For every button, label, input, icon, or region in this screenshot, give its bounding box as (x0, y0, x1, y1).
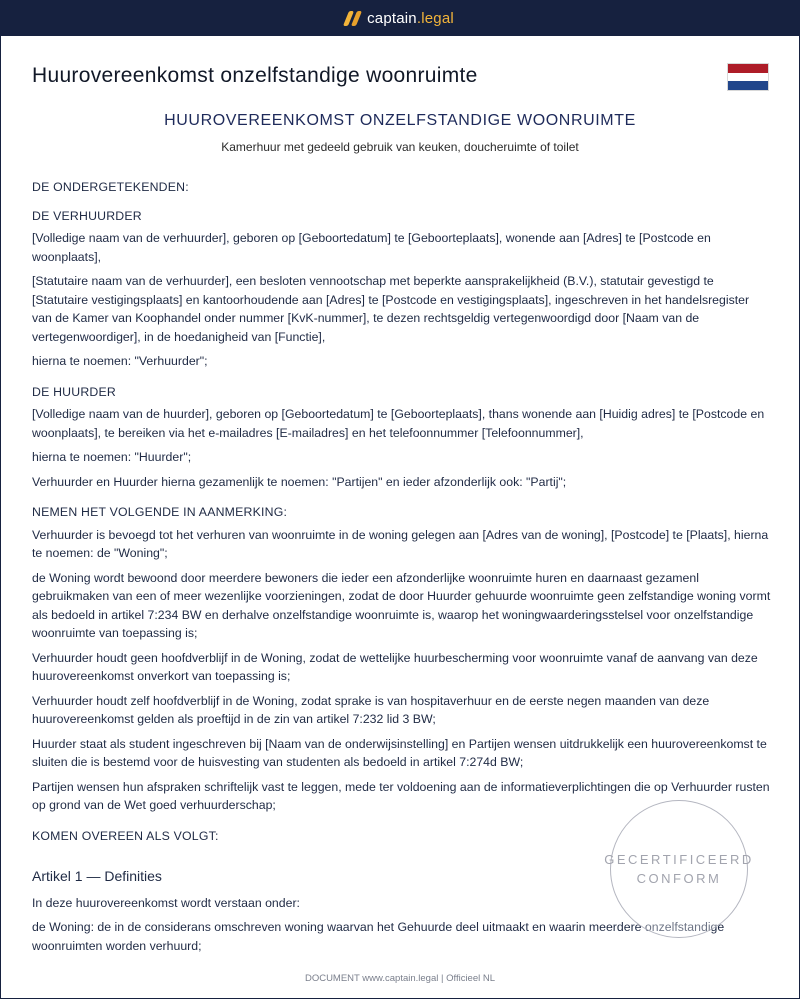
certified-stamp (604, 800, 754, 938)
page-title: Huurovereenkomst onzelfstandige woonruimte (32, 64, 478, 87)
stamp-line-2: CONFORM (636, 871, 722, 886)
document-title: HUUROVEREENKOMST ONZELFSTANDIGE WOONRUIMTE (164, 112, 636, 129)
stamp-line-1: GECERTIFICEERD (604, 852, 754, 867)
tenant-heading: DE HUURDER (32, 384, 116, 399)
landlord-company: [Statutaire naam van de verhuurder], een besloten vennootschap met beperkte aansprakelijkheid (B.V.), statutair gevestigd te [Statutaire vestigingsplaats] en kantoorhoudende aan [Adres] te [Postcode en vestigingsplaats], ingeschreven in het handelsregister van de Kamer van Koophandel onder nummer [KvK-nummer], te dezen rechtsgeldig vertegenwoordigd door [Naam van de vertegenwoordiger], in de hoedanigheid van [Functie], (32, 274, 750, 344)
consideration-item: Verhuurder houdt geen hoofdverblijf in de Woning, zodat de wettelijke huurbescherming voor woonruimte vanaf de aanvang van deze huurovereenkomst onverkort van toepassing is; (32, 650, 758, 683)
considerations-heading: NEMEN HET VOLGENDE IN AANMERKING: (32, 505, 288, 519)
landlord-natural-person: [Volledige naam van de verhuurder], geboren op [Geboortedatum] te [Geboorteplaats], wonende aan [Adres] te [Postcode en woonplaats], (32, 231, 711, 264)
landlord-alias: hierna te noemen: "Verhuurder"; (32, 354, 208, 368)
landlord-heading: DE VERHUURDER (32, 208, 142, 223)
tenant-details: [Volledige naam van de huurder], geboren op [Geboortedatum] te [Geboorteplaats], thans wonende aan [Huidig adres] te [Postcode en woonplaats], te bereiken via het e-mailadres [E-mailadres] en het telefoonnummer [Telefoonnummer], (32, 407, 765, 440)
captain-legal-logo-icon (343, 11, 362, 26)
signatories-heading: DE ONDERGETEKENDEN: (32, 180, 189, 194)
parties-alias: Verhuurder en Huurder hierna gezamenlijk te noemen: "Partijen" en ieder afzonderlijk ook: "Partij"; (32, 474, 567, 489)
consideration-item: Partijen wensen hun afspraken schriftelijk vast te leggen, mede ter voldoening aan de informatieverplichtingen die op Verhuurder rusten op grond van de Wet goed verhuurderschap; (32, 779, 770, 812)
tenant-alias: hierna te noemen: "Huurder"; (32, 450, 192, 464)
consideration-item: de Woning wordt bewoond door meerdere bewoners die ieder een afzonderlijke woonruimte huren en daarnaast gezamenl gebruikmaken van een of meer wezenlijke voorzieningen, zodat de door Huurder gehuurde woonruimte geen zelfstandige woning vormt als bedoeld in artikel 7:234 BW en derhalve onzelfstandige woonruimte is, waarop het woningwaarderingsstelsel voor onzelfstandige woonruimte van toepassing is; (32, 570, 771, 640)
article-1-definition-woning: de Woning: de in de considerans omschreven woning waarvan het Gehuurde deel uitmaakt en waarin meerdere onzelfstandige woonruimten worden verhuurd; (32, 920, 725, 953)
document-subtitle: Kamerhuur met gedeeld gebruik van keuken, doucheruimte of toilet (221, 140, 579, 154)
article-1-intro: In deze huurovereenkomst wordt verstaan onder: (32, 895, 300, 910)
consideration-item: Verhuurder is bevoegd tot het verhuren van woonruimte in de woning gelegen aan [Adres van de woning], [Postcode] te [Plaats], hierna te noemen: de "Woning"; (32, 527, 769, 560)
brand-name: captain.legal (367, 9, 454, 27)
consideration-item: Verhuurder houdt zelf hoofdverblijf in de Woning, zodat sprake is van hospitaverhuur en de eerste negen maanden van deze huurovereenkomst gelden als proeftijd in de zin van artikel 7:232 lid 3 BW; (32, 693, 710, 726)
brand-logo[interactable] (346, 10, 454, 27)
netherlands-flag-icon (728, 64, 768, 90)
footer-text: DOCUMENT www.captain.legal | Officieel NL (304, 973, 496, 984)
consideration-item: Huurder staat als student ingeschreven bij [Naam van de onderwijsinstelling] en Partijen wensen uitdrukkelijk een huurovereenkomst te sluiten die is bestemd voor de huisvesting van studenten als bedoeld in artikel 7:274d BW; (32, 736, 767, 769)
top-bar (0, 0, 800, 36)
agreement-heading: KOMEN OVEREEN ALS VOLGT: (32, 828, 219, 843)
article-1-title: Artikel 1 — Definities (32, 868, 162, 884)
